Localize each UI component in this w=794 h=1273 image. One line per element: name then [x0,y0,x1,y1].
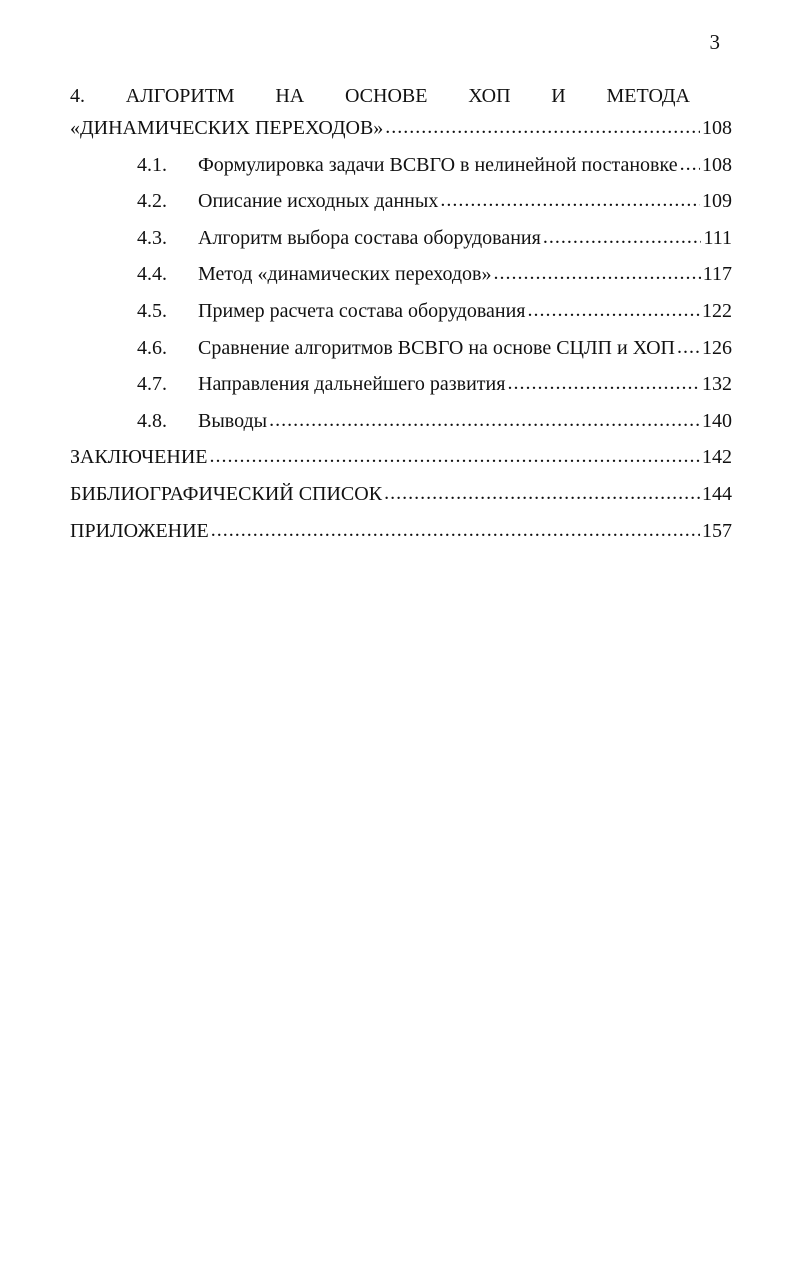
toc-entry-back-matter [70,439,732,476]
dot-leader [269,402,700,439]
toc-entry-page: 144 [702,482,732,505]
toc-entry-page: 140 [702,409,732,432]
toc-entry-title: «ДИНАМИЧЕСКИХ ПЕРЕХОДОВ» [70,117,384,139]
chapter-heading-word: МЕТОДА [606,85,690,107]
chapter-heading-word: ОСНОВЕ [344,85,428,107]
toc-entry-title: Формулировка задачи ВСВГО в нелинейной постановке [198,153,678,176]
toc-entry-title: ПРИЛОЖЕНИЕ [70,519,209,542]
dot-leader [680,146,700,183]
toc-entry-number: 4.1. [137,153,167,176]
toc-entry-title: Алгоритм выбора состава оборудования [198,226,541,249]
toc-entry-title: БИБЛИОГРАФИЧЕСКИЙ СПИСОК [70,482,383,505]
toc-entry-section [70,330,732,367]
dot-leader [385,109,700,146]
dot-leader [384,475,700,512]
dot-leader [543,219,702,256]
toc-entry-number: 4.6. [137,336,167,359]
toc-entry-page: 142 [702,446,732,469]
toc-entry-back-matter [70,513,732,550]
toc-entry-page: 126 [702,336,732,359]
toc-entry-page: 132 [702,373,732,396]
dot-leader [507,365,700,402]
chapter-heading-word: НА [275,85,305,107]
toc-entry-section [70,147,732,184]
toc-entry-section [70,293,732,330]
toc-entry-page: 117 [702,263,732,286]
toc-entry-number: 4.2. [137,190,167,213]
toc-entry-title: ЗАКЛЮЧЕНИЕ [70,446,208,469]
chapter-heading-word: 4. [70,85,85,107]
dot-leader [440,182,700,219]
toc-entry-section [70,403,732,440]
toc-entry-page: 108 [702,117,732,139]
chapter-heading [70,82,690,110]
toc-entry-number: 4.8. [137,409,167,432]
table-of-contents [70,82,732,549]
chapter-heading-word: ХОП [468,85,511,107]
toc-entry-back-matter [70,476,732,513]
dot-leader [211,512,700,549]
toc-entry-section [70,220,732,257]
toc-entry-title: Описание исходных данных [198,190,439,213]
page-number: 3 [709,30,720,54]
toc-entry-title: Выводы [198,409,268,432]
toc-entry-section [70,183,732,220]
toc-entry-title: Пример расчета состава оборудования [198,299,526,322]
toc-entry-title: Сравнение алгоритмов ВСВГО на основе СЦЛП и ХОП [198,336,676,359]
dot-leader [494,255,701,292]
toc-entry-page: 111 [703,226,732,249]
toc-entry-section [70,256,732,293]
toc-entry-page: 109 [702,190,732,213]
toc-entry-number: 4.4. [137,263,167,286]
toc-entry-page: 157 [702,519,732,542]
toc-entry-number: 4.3. [137,226,167,249]
toc-entry-chapter [70,110,732,147]
chapter-heading-word: И [551,85,566,107]
toc-entry-section [70,366,732,403]
toc-entry-number: 4.7. [137,373,167,396]
toc-entry-title: Метод «динамических переходов» [198,263,492,286]
toc-entry-number: 4.5. [137,299,167,322]
toc-entry-page: 108 [702,153,732,176]
dot-leader [209,438,700,475]
dot-leader [677,329,700,366]
chapter-heading-word: АЛГОРИТМ [125,85,235,107]
toc-entry-page: 122 [702,299,732,322]
toc-entry-title: Направления дальнейшего развития [198,373,506,396]
dot-leader [528,292,701,329]
